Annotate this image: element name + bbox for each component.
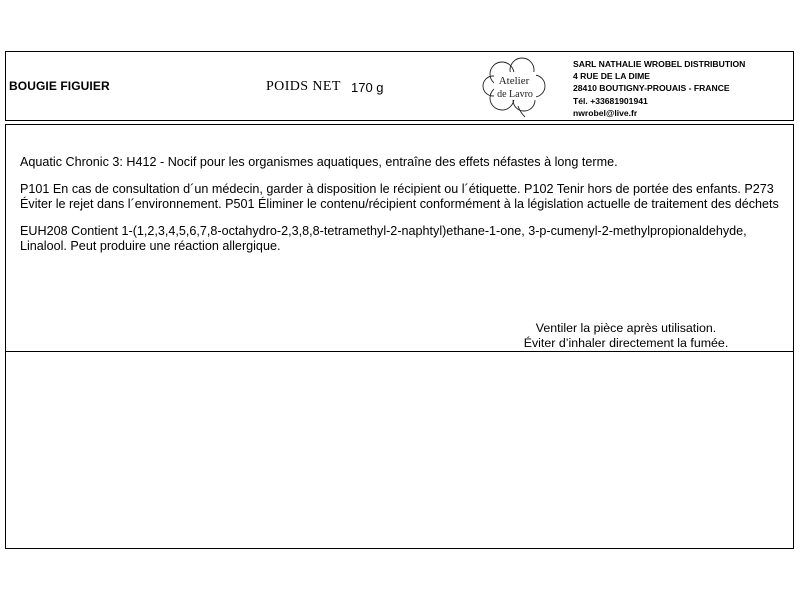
company-email: nwrobel@live.fr	[573, 107, 638, 118]
product-name: BOUGIE FIGUIER	[9, 79, 110, 93]
advice-line-smoke: Éviter d’inhaler directement la fumée.	[523, 336, 729, 351]
company-street: 4 RUE DE LA DIME	[573, 71, 651, 82]
brand-logo	[482, 56, 546, 118]
label-header	[5, 51, 794, 121]
aquatic-hazard-text: Aquatic Chronic 3: H412 - Nocif pour les organismes aquatiques, entraîne des effets néfastes à long terme.	[20, 155, 618, 169]
logo-text-line2: de Lavro	[497, 89, 533, 100]
hazard-statements	[20, 155, 780, 266]
logo-text-line1: Atelier	[498, 75, 530, 87]
precautionary-statements: P101 En cas de consultation d´un médecin, garder à disposition le récipient ou l´étiquette. P102 Tenir hors de portée des enfants. P273 Éviter le rejet dans l´environnement. P501 Éliminer le contenu/récipient conformément à la législation actuelle de traitement des déchets	[20, 181, 779, 212]
section-divider	[6, 351, 793, 352]
net-weight-value: 170 g	[351, 80, 384, 95]
euh208-statement: EUH208 Contient 1-(1,2,3,4,5,6,7,8-octahydro-2,3,8,8-tetramethyl-2-naphtyl)ethane-1-one, 3-p-cumenyl-2-methylpropionaldehyde, Linalool. Peut produire une réaction allergique.	[20, 223, 747, 254]
company-phone: Tél. +33681901941	[573, 95, 648, 106]
company-city: 28410 BOUTIGNY-PROUAIS - FRANCE	[573, 83, 730, 94]
advice-line-ventilate: Ventiler la pièce après utilisation.	[535, 321, 717, 335]
net-weight-label: POIDS NET	[266, 79, 341, 94]
company-block	[573, 58, 745, 119]
label-body	[5, 124, 794, 549]
usage-advice	[476, 321, 776, 352]
company-name: SARL NATHALIE WROBEL DISTRIBUTION	[573, 59, 746, 69]
